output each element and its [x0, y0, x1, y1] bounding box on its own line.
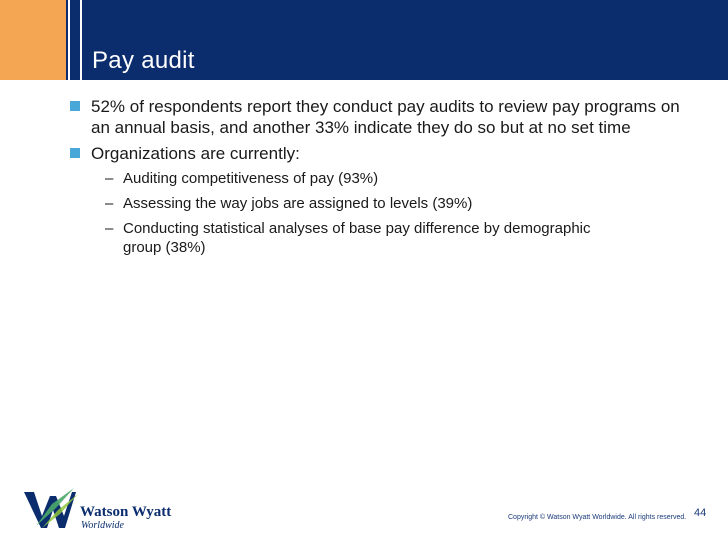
dash-bullet-icon: –: [105, 195, 114, 212]
slide-title: Pay audit: [92, 47, 195, 74]
header-band: [0, 0, 728, 80]
orange-accent-block: [0, 0, 66, 80]
slide-content: [0, 96, 700, 263]
dash-bullet-icon: –: [105, 220, 114, 237]
square-bullet-icon: [70, 148, 80, 158]
watson-wyatt-logo: [22, 486, 182, 532]
logo-mark-icon: [22, 486, 82, 532]
bullet-text: Organizations are currently:: [91, 144, 300, 163]
bullet-text: 52% of respondents report they conduct pay audits to review pay programs on an annual basis, and another 33% indicate they do so but at no set time: [91, 97, 680, 137]
sub-bullet-item: [0, 169, 593, 188]
bullet-item: [0, 143, 700, 164]
logo-subtitle: Worldwide: [81, 520, 124, 531]
page-number: 44: [694, 507, 707, 519]
dash-bullet-icon: –: [105, 170, 114, 187]
header-divider-line: [68, 0, 70, 80]
sub-bullet-text: Conducting statistical analyses of base pay difference by demographic group (38%): [123, 220, 591, 256]
sub-bullet-list: [0, 169, 700, 257]
square-bullet-icon: [70, 101, 80, 111]
header-divider-line: [80, 0, 82, 80]
sub-bullet-text: Assessing the way jobs are assigned to levels (39%): [123, 195, 473, 212]
copyright-notice: Copyright © Watson Wyatt Worldwide. All rights reserved.: [508, 514, 687, 521]
bullet-item: [0, 96, 700, 138]
logo-name: Watson Wyatt: [80, 504, 172, 520]
sub-bullet-text: Auditing competitiveness of pay (93%): [123, 170, 379, 187]
sub-bullet-item: [0, 219, 593, 257]
sub-bullet-item: [0, 194, 593, 213]
